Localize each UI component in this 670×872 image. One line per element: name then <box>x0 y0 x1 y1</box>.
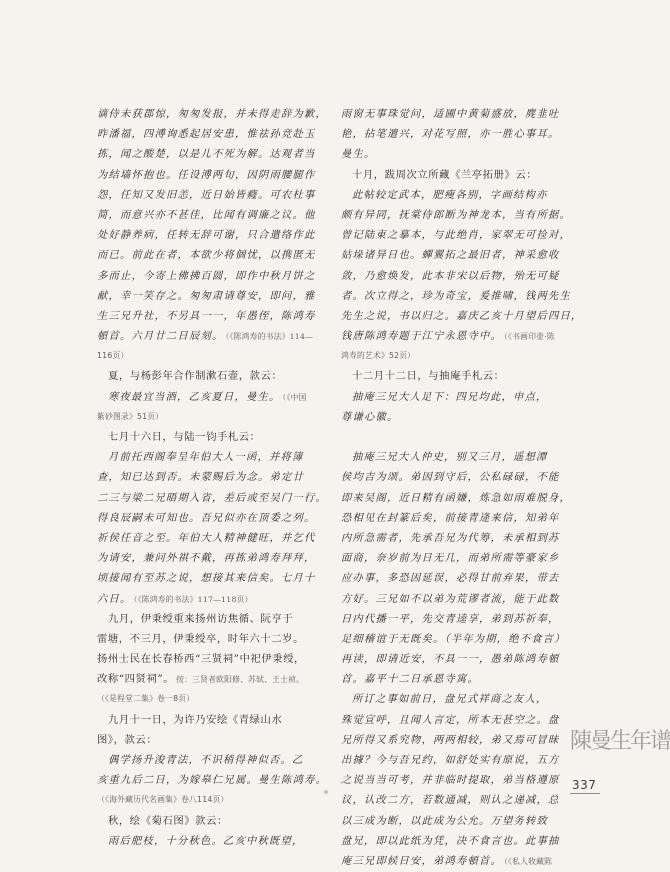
line-text: 秋，绘《菊石图》款云： <box>108 814 228 827</box>
text-line <box>97 266 321 286</box>
text-line <box>341 811 565 831</box>
line-text: 先生之说，书以归之。嘉庆乙亥十月望后四日， <box>341 309 583 322</box>
line-text: 兄所得又系究物，两两相较，弟又焉可冒昧 <box>341 733 560 746</box>
line-text: （《是程堂二集》卷一8页） <box>97 694 195 704</box>
text-line <box>97 548 321 568</box>
text-line <box>341 225 571 245</box>
line-text: 九月十一日，为许乃安绘《青绿山水 <box>108 713 283 726</box>
line-text: 改称“四贤祠”。 <box>97 673 175 686</box>
text-line <box>97 770 327 790</box>
line-text: 顷接闻有至苏之说，想接其来信矣。七月十 <box>97 572 316 585</box>
line-text: 钱唐陈鸿寿题于江宁永恩寺中。 <box>341 330 502 343</box>
text-line <box>341 104 565 124</box>
text-line <box>97 649 321 669</box>
line-text: 为结墙怀抱也。任设溥两旬，因阴雨腰腿作 <box>97 168 316 181</box>
line-text: 献，幸一笑存之。匆匆肃请尊安，即问，雅 <box>97 289 316 302</box>
line-text: 多而止，今寄上佛拂百圆，即作中秋月饼之 <box>97 269 316 282</box>
text-line <box>97 447 321 467</box>
text-line <box>341 286 571 306</box>
line-text: 庵三兄即候日安，弟鸿寿頓首。 <box>341 854 502 867</box>
line-text: 敛，乃愈焕发，此本非宋以后物，殆无可疑 <box>341 269 560 282</box>
text-line <box>97 346 321 366</box>
text-line <box>97 710 321 730</box>
line-text: 祈侯任音之至。年伯大人精神健旺，并乞代 <box>97 531 316 544</box>
line-text: 议，认改二方，若数通减，则认之递减，总 <box>341 794 560 807</box>
text-line <box>341 427 565 447</box>
text-line <box>97 568 321 588</box>
text-line <box>341 609 565 629</box>
line-text: 足细稽谊于无既矣。（半年为期，绝不食言） <box>341 632 566 645</box>
line-text: 再读，即请近安，不具一一，愚弟陈鸿寿頓 <box>341 653 560 666</box>
line-text: 方好。三兄如不以弟为荒谬者流，能于此数 <box>341 592 560 605</box>
text-line <box>97 589 321 609</box>
text-line <box>97 286 321 306</box>
line-text: 紫砂图录》51页） <box>97 411 164 421</box>
text-line <box>341 689 565 709</box>
running-title: 陳曼生年谱 <box>570 729 670 754</box>
text-line <box>341 326 565 346</box>
text-line <box>97 205 321 225</box>
text-line <box>97 609 321 629</box>
page-number: 337 <box>572 778 597 792</box>
line-text: 昨潘福，四溥询悉起居安患，惟祛孙竞赴玉 <box>97 128 316 141</box>
line-text: 116页） <box>97 351 129 361</box>
text-line <box>341 124 565 144</box>
text-line <box>97 629 321 649</box>
text-line <box>341 205 571 225</box>
text-line <box>341 589 565 609</box>
line-text: 曾记陆東之摹本，与此绝肖，家翠无可捡对， <box>341 229 571 242</box>
text-line <box>341 407 565 427</box>
text-line <box>341 266 565 286</box>
text-line <box>341 488 571 508</box>
line-text: 雨后肥枝，十分秋色。乙亥中秋既望， <box>108 834 304 847</box>
line-text: 寒夜最宜当酒，乙亥夏日，曼生。 <box>108 390 281 403</box>
line-text: 侯均吉为颂。弟因到守后，公私碌碌，不能 <box>341 471 560 484</box>
text-line <box>341 144 565 164</box>
text-line <box>341 508 565 528</box>
line-text: 图》，款云： <box>97 733 158 746</box>
line-text: 以三成为断，以此成为公允。万望务转致 <box>341 814 548 827</box>
line-text: 所订之事如前日，盘兄式祥商之友人， <box>352 693 548 706</box>
text-line <box>341 649 565 669</box>
line-text: 亥重九后二日，为嫁皋仁兄属。曼生陈鸿寿。 <box>97 774 327 787</box>
text-line <box>97 124 321 144</box>
line-text: 十月，跋周次立所藏《兰亭拓册》云： <box>352 168 538 181</box>
text-line <box>97 689 321 709</box>
text-line <box>341 447 565 467</box>
text-line <box>341 165 565 185</box>
line-text: 颇有异同，抚棠侍郎断为神龙本，当有所据。 <box>341 208 571 221</box>
line-text: 姑垛诸异日也。蟬翼拓之最旧者，神采愈收 <box>341 249 560 262</box>
line-text: 扬州士民在长春桥西“三贤祠”中祀伊秉绶， <box>97 653 305 666</box>
line-text: 出據？今与吾兄约，如舒处实有原说，五方 <box>341 754 560 766</box>
text-line <box>341 387 565 407</box>
text-line <box>341 467 565 487</box>
line-text: 鸿寿的艺术》52页） <box>341 351 416 361</box>
text-line <box>341 346 565 366</box>
line-text: 为请安，兼问外祺不戴，再拣弟鸿寿拜拜， <box>97 552 316 565</box>
line-text: 得良辰嗣未可知也。吾兄似亦在顶委之列。 <box>97 511 316 524</box>
line-text: 尊谦心徽。 <box>341 410 399 423</box>
text-line <box>341 548 565 568</box>
text-line <box>97 831 321 851</box>
text-line <box>97 366 321 386</box>
line-text: 怨，任知又发旧恙，近日始皆癃。可农杜事 <box>97 188 316 201</box>
line-text: 日内代播一平，先交青逵享，弟到苏祈奉， <box>341 612 560 625</box>
line-text: 抽庵三兄大人仲史，别又三月，遥想潭 <box>352 451 548 464</box>
line-text: 简，而意兴亦不甚佳，比闻有调廉之议。他 <box>97 208 316 221</box>
text-line <box>341 750 565 770</box>
line-text: 殊觉宣呼，且闻人言定，所本无甚空之。盘 <box>341 713 560 726</box>
text-line <box>97 488 327 508</box>
text-line <box>341 306 583 326</box>
text-line <box>97 185 321 205</box>
line-text: 谪侍未获郡惊，匆匆发报，并未得走辞为歉， <box>97 108 327 120</box>
text-line <box>97 306 321 326</box>
line-text: 十二月十二日，与抽庵手札云： <box>352 370 505 383</box>
line-text: 而已。前此在者，本欲少将個忧，以携匿无 <box>97 249 316 262</box>
text-line <box>341 185 565 205</box>
line-text: 雨窗无事珠觉问，适圃中黄菊盛放，麂韭吐 <box>341 108 560 120</box>
text-line <box>341 831 565 851</box>
text-line <box>97 669 321 689</box>
text-line <box>341 669 565 689</box>
citation: （《陈鸿寿的书法》114— <box>225 332 314 342</box>
text-line <box>97 104 327 124</box>
line-text: 恐相见在封篆后矣，前接青逄来信，知弟年 <box>341 511 560 524</box>
text-line <box>341 366 565 386</box>
citation: （《中国 <box>282 392 307 402</box>
citation: （《陈鸿寿的书法》117—118页） <box>133 594 253 604</box>
line-text: 即来吴阁，近日精有函嫌，炼急如雨难脱身， <box>341 491 571 504</box>
line-text: 雷塘，不三月，伊秉绶卒，时年六十二岁。 <box>97 632 305 645</box>
text-line <box>97 165 321 185</box>
line-text: 艳，拈笔遣兴，对花写照，亦一胜心事耳。 <box>341 128 560 141</box>
citation: （《私人收藏陈 <box>503 856 553 866</box>
line-text: 二三与梁二兄晤期入省，差后或至吴门一行。 <box>97 491 327 504</box>
page-number-rule <box>570 793 600 794</box>
line-text: 九月，伊秉绶重来扬州访焦循、阮亨于 <box>108 612 294 625</box>
text-line <box>341 528 565 548</box>
text-line <box>97 528 321 548</box>
decorative-dot <box>324 790 328 794</box>
line-text: 夏，与杨彭年合作制漱石壶，款云： <box>108 370 283 383</box>
text-line <box>97 467 321 487</box>
line-text: 七月十六日，与陆一钧手札云： <box>108 431 261 443</box>
text-line <box>97 730 321 750</box>
line-text: 月前托西阁奉呈年伯大人一函，并将簿 <box>108 451 304 464</box>
text-line <box>341 568 565 588</box>
right-column <box>341 104 583 871</box>
text-line <box>97 407 321 427</box>
line-text: 曼生。 <box>341 148 376 161</box>
text-line <box>97 144 321 164</box>
line-text: 内所急需者，先承吾兄为代筹，未承相到苏 <box>341 531 560 544</box>
line-text: （《海外藏历代名画集》卷八114页） <box>97 795 229 805</box>
text-line <box>97 225 321 245</box>
text-line <box>97 508 321 528</box>
citation: 按：三贤者欧阳修、苏轼、王士祯。 <box>176 675 305 685</box>
line-text: 面商，奈岁前为日无几，而弟所需等豪家乡 <box>341 552 560 565</box>
line-text: 偶学扬升浚青法，不识稍得神似否。乙 <box>108 754 304 766</box>
line-text: 生三兄升社，不另具一一，年愚侄，陈鸿寿 <box>97 309 316 322</box>
text-line <box>97 326 321 346</box>
text-line <box>341 790 565 810</box>
text-line <box>97 427 321 447</box>
line-text: 之说当当可考，并非临时提取，弟当格遵原 <box>341 774 560 787</box>
text-line <box>341 770 565 790</box>
text-line <box>341 245 565 265</box>
line-text: 拣，闻之酸楚，以是儿不死为解。达观者当 <box>97 148 316 161</box>
text-line <box>97 387 321 407</box>
text-line <box>97 811 321 831</box>
line-text: 首。嘉平十二日承恩寺寓。 <box>341 673 479 686</box>
line-text: 应办事，多恐因延误，必得甘前弃果，带去 <box>341 572 560 585</box>
text-line <box>341 710 565 730</box>
line-text: 处好静养病，任转无辞可谢，只合遣络作此 <box>97 229 316 242</box>
line-text: 抽庵三兄大人足下：四兄均此，申点， <box>352 390 548 403</box>
left-column <box>97 104 327 851</box>
line-text: 查，知已达到否。未蒙赐后为念。弟定廿 <box>97 471 304 484</box>
line-text: 頓首。六月廿二日辰刻。 <box>97 330 224 343</box>
line-text: 六日。 <box>97 592 132 605</box>
text-line <box>97 790 321 810</box>
line-text: 盘兄，即以此纸为凭，决不食言也。此事抽 <box>341 834 560 847</box>
text-line <box>341 629 565 649</box>
line-text: 者。次立得之，珍为奇宝，爰推啸，钱两先生 <box>341 289 571 302</box>
text-line <box>97 750 321 770</box>
text-line <box>341 851 565 871</box>
citation: （《书画印壶·陈 <box>503 332 555 342</box>
line-text: 此帖较定武本，肥瘦各别，字画结构亦 <box>352 188 548 201</box>
text-line <box>97 245 321 265</box>
text-line <box>341 730 565 750</box>
